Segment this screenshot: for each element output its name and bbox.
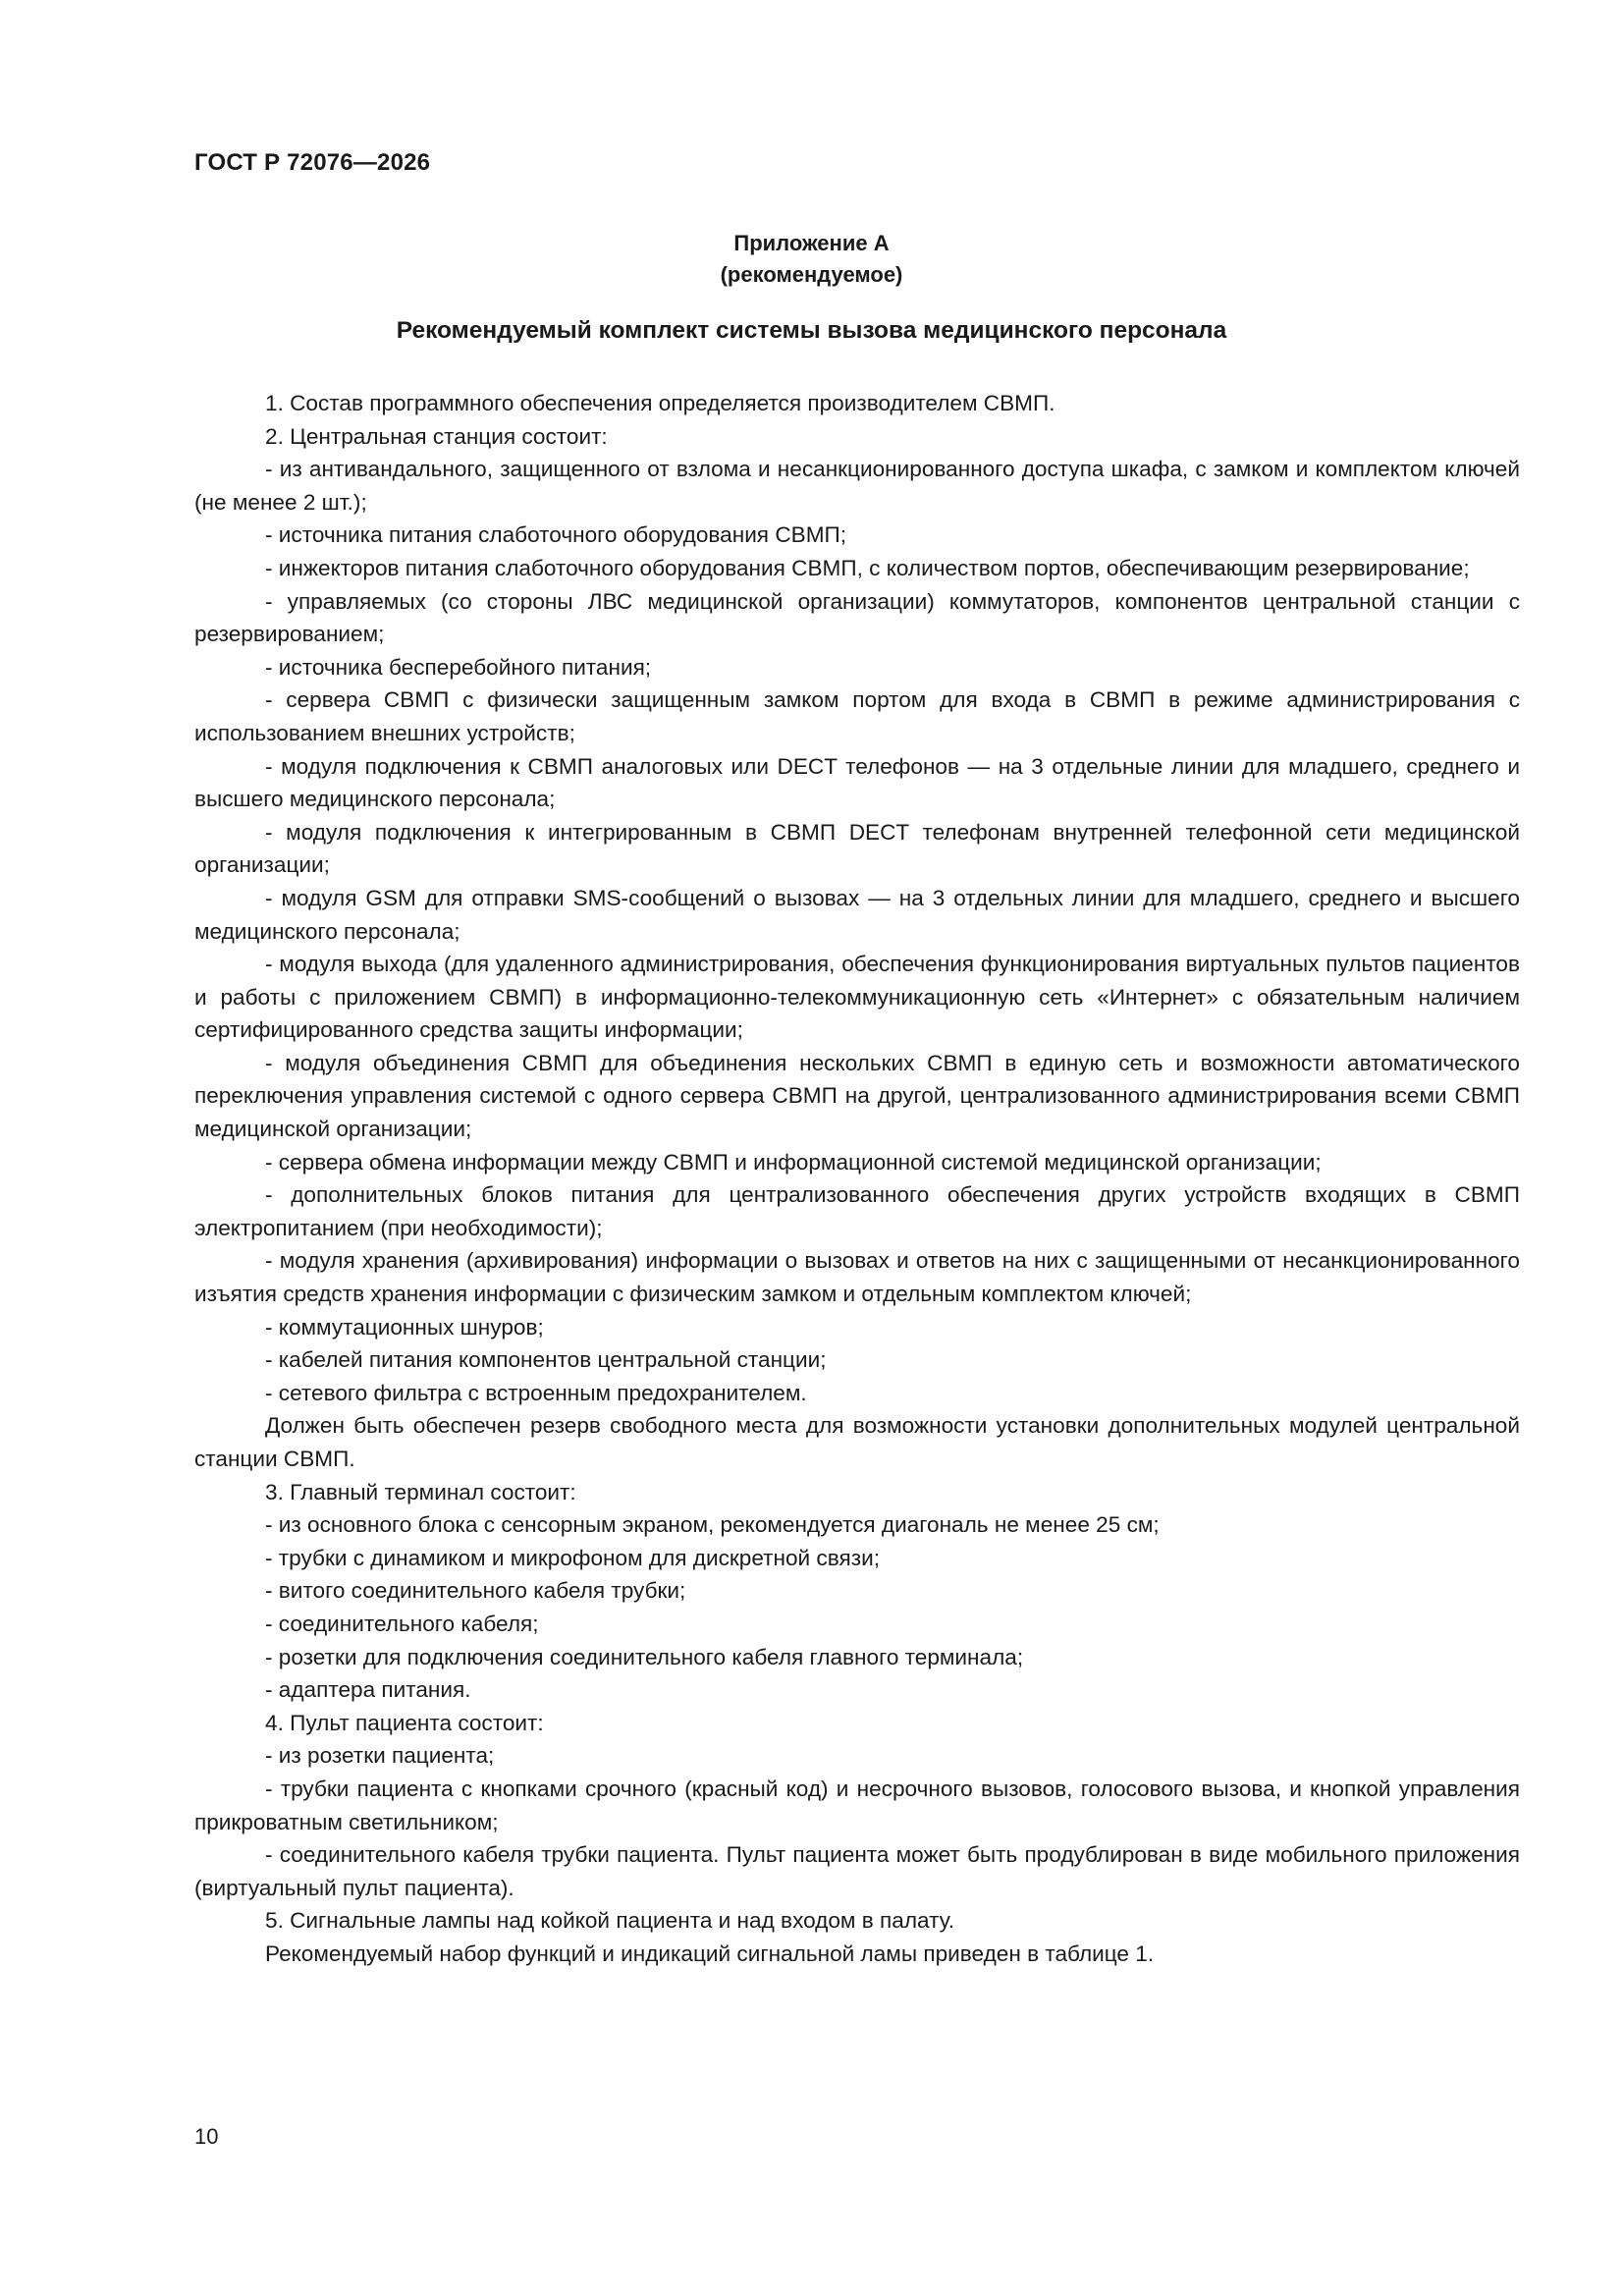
list-item: - трубки пациента с кнопками срочного (красный код) и несрочного вызовов, голосового вызова, и кнопкой управления прикроватным светильником;	[194, 1776, 1520, 1834]
list-item: - сетевого фильтра с встроенным предохранителем.	[265, 1380, 807, 1405]
list-item: - соединительного кабеля;	[265, 1611, 539, 1636]
paragraph: Должен быть обеспечен резерв свободного места для возможности установки дополнительных модулей центральной станции СВМП.	[194, 1413, 1520, 1471]
list-item: - витого соединительного кабеля трубки;	[265, 1578, 686, 1604]
list-item: - из антивандального, защищенного от взлома и несанкционированного доступа шкафа, с замком и комплектом ключей (не менее 2 шт.);	[194, 457, 1520, 515]
list-item: - управляемых (со стороны ЛВС медицинской организации) коммутаторов, компонентов центральной станции с резервированием;	[194, 588, 1520, 647]
paragraph: 4. Пульт пациента состоит:	[265, 1710, 544, 1735]
list-item: - модуля выхода (для удаленного администрирования, обеспечения функционирования виртуальных пультов пациентов и работы с приложением СВМП) в информационно-телекоммуникационную сеть «Интернет» с обязательным наличием сертифицированного средства защиты информации;	[194, 952, 1520, 1043]
paragraph: 1. Состав программного обеспечения определяется производителем СВМП.	[265, 391, 1055, 415]
appendix-label: Приложение А	[733, 231, 890, 255]
paragraph: Рекомендуемый набор функций и индикаций сигнальной ламы приведен в таблице 1.	[265, 1941, 1155, 1966]
list-item: - кабелей питания компонентов центральной станции;	[265, 1347, 827, 1373]
list-item: - адаптера питания.	[265, 1677, 471, 1703]
list-item: - из розетки пациента;	[265, 1743, 495, 1769]
list-item: - розетки для подключения соединительного кабеля главного терминала;	[265, 1644, 1024, 1669]
list-item: - инжекторов питания слаботочного оборудования СВМП, с количеством портов, обеспечивающим резервирование;	[265, 555, 1470, 580]
list-item: - из основного блока с сенсорным экраном, рекомендуется диагональ не менее 25 см;	[265, 1512, 1160, 1538]
standard-code: ГОСТ Р 72076—2026	[194, 149, 431, 176]
list-item: - модуля объединения СВМП для объединения нескольких СВМП в единую сеть и возможности автоматического переключения управления системой с одного сервера СВМП на другой, централизованного администрирования всеми СВМП медицинской организации;	[194, 1050, 1520, 1142]
list-item: - модуля подключения к СВМП аналоговых или DECT телефонов — на 3 отдельные линии для младшего, среднего и высшего медицинского персонала;	[194, 753, 1520, 812]
paragraph: 2. Центральная станция состоит:	[265, 423, 608, 449]
list-item: - модуля хранения (архивирования) информации о вызовах и ответов на них с защищенными от несанкционированного изъятия средств хранения информации с физическим замком и отдельным комплектом ключей;	[194, 1248, 1520, 1307]
list-item: - дополнительных блоков питания для централизованного обеспечения других устройств входящих в СВМП электропитанием (при необходимости);	[194, 1182, 1520, 1240]
appendix-title: Рекомендуемый комплект системы вызова медицинского персонала	[396, 317, 1227, 344]
paragraph: 3. Главный терминал состоит:	[265, 1479, 576, 1504]
list-item: - соединительного кабеля трубки пациента. Пульт пациента может быть продублирован в виде мобильного приложения (виртуальный пульт пациента).	[194, 1842, 1520, 1900]
list-item: - сервера СВМП с физически защищенным замком портом для входа в СВМП в режиме администрирования с использованием внешних устройств;	[194, 687, 1520, 745]
paragraph: 5. Сигнальные лампы над койкой пациента и над входом в палату.	[265, 1908, 954, 1934]
list-item: - сервера обмена информации между СВМП и информационной системой медицинской организации;	[265, 1149, 1322, 1175]
appendix-status: (рекомендуемое)	[720, 262, 903, 287]
appendix-body	[194, 387, 1520, 1971]
list-item: - трубки с динамиком и микрофоном для дискретной связи;	[265, 1545, 880, 1570]
list-item: - источника бесперебойного питания;	[265, 654, 652, 680]
list-item: - источника питания слаботочного оборудования СВМП;	[265, 522, 847, 548]
appendix-heading	[0, 228, 1623, 291]
list-item: - коммутационных шнуров;	[265, 1314, 544, 1339]
list-item: - модуля GSM для отправки SMS-сообщений о вызовах — на 3 отдельных линии для младшего, среднего и высшего медицинского персонала;	[194, 885, 1520, 944]
page-number: 10	[194, 2124, 219, 2149]
list-item: - модуля подключения к интегрированным в СВМП DECT телефонам внутренней телефонной сети медицинской организации;	[194, 819, 1520, 878]
